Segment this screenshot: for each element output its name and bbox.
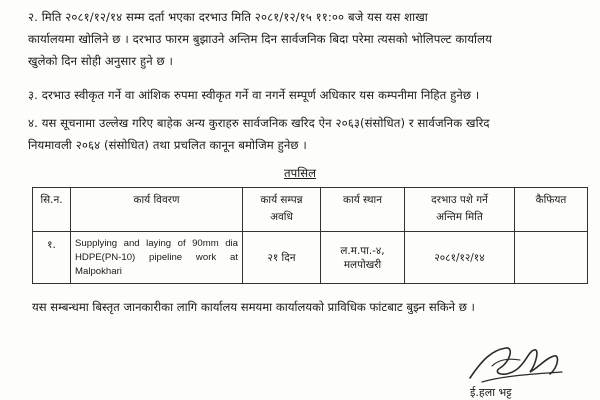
header-duration-line-2: अवधि xyxy=(270,211,293,223)
header-sn: सि.न. xyxy=(33,188,71,232)
cell-duration: २१ दिन xyxy=(243,232,321,284)
notice-paragraph-2 xyxy=(28,6,590,72)
header-remarks: कैफियत xyxy=(515,188,588,232)
header-deadline-line-2: अन्तिम मिति xyxy=(436,211,483,223)
notice-paragraph-4 xyxy=(28,112,590,156)
table-title: तपसिल xyxy=(284,166,316,180)
signer-name: ई.हला भट्ट xyxy=(470,386,512,399)
header-location: कार्य स्थान xyxy=(321,188,405,232)
cell-location xyxy=(321,232,405,284)
table-header-row xyxy=(33,188,588,232)
paragraph-4-line-1: ४. यस सूचनामा उल्लेख गरिए बाहेक अन्य कुराहरु सार्वजनिक खरिद ऐन २०६३(संसोधित) र सार्वजनिक खरिद xyxy=(28,116,490,130)
cell-remarks xyxy=(515,232,588,284)
header-deadline-line-1: दरभाउ पशे गर्ने xyxy=(431,194,488,206)
notice-paragraph-3 xyxy=(28,84,590,106)
header-duration-line-1: कार्य सम्पन्न xyxy=(260,194,303,206)
header-duration xyxy=(243,188,321,232)
paragraph-3-text: ३. दरभाउ स्वीकृत गर्ने वा आंशिक रुपमा स्वीकृत गर्ने वा नगर्ने सम्पूर्ण अधिकार यस कम्पनीमा निहित हुनेछ । xyxy=(28,88,480,102)
cell-deadline: २०८१/१२/१४ xyxy=(405,232,515,284)
paragraph-2-line-3: खुलेको दिन सोही अनुसार हुने छ । xyxy=(28,54,174,68)
work-details-table xyxy=(32,187,588,284)
footer-note: यस सम्बन्धमा बिस्तृत जानकारीका लागि कार्यालय समयमा कार्यालयको प्राविधिक फांटबाट बुझ्न सकिने छ । xyxy=(32,300,475,314)
cell-location-line-1: ल.म.पा.-४, xyxy=(340,244,385,257)
handwritten-signature xyxy=(462,338,572,388)
paragraph-2-line-2: कार्यालयमा खोलिने छ । दरभाउ फारम बुझाउने अन्तिम दिन सार्वजनिक बिदा परेमा त्यसको भोलिपल्ट कार्यालय xyxy=(28,32,492,46)
paragraph-4-line-2: नियमावली २०६४ (संसोधित) तथा प्रचलित कानून बमोजिम हुनेछ । xyxy=(28,138,307,152)
paragraph-2-line-1: २. मिति २०८१/१२/१४ सम्म दर्ता भएका दरभाउ मिति २०८१/१२/१५ ११:०० बजे यस यस शाखा xyxy=(28,10,428,24)
cell-sn: १. xyxy=(33,232,71,284)
table-row xyxy=(33,232,588,284)
cell-location-line-2: मलपोखरी xyxy=(343,258,382,271)
header-deadline xyxy=(405,188,515,232)
header-description: कार्य विवरण xyxy=(71,188,243,232)
cell-description: Supplying and laying of 90mm dia HDPE(PN-10) pipeline work at Malpokhari xyxy=(71,232,243,284)
